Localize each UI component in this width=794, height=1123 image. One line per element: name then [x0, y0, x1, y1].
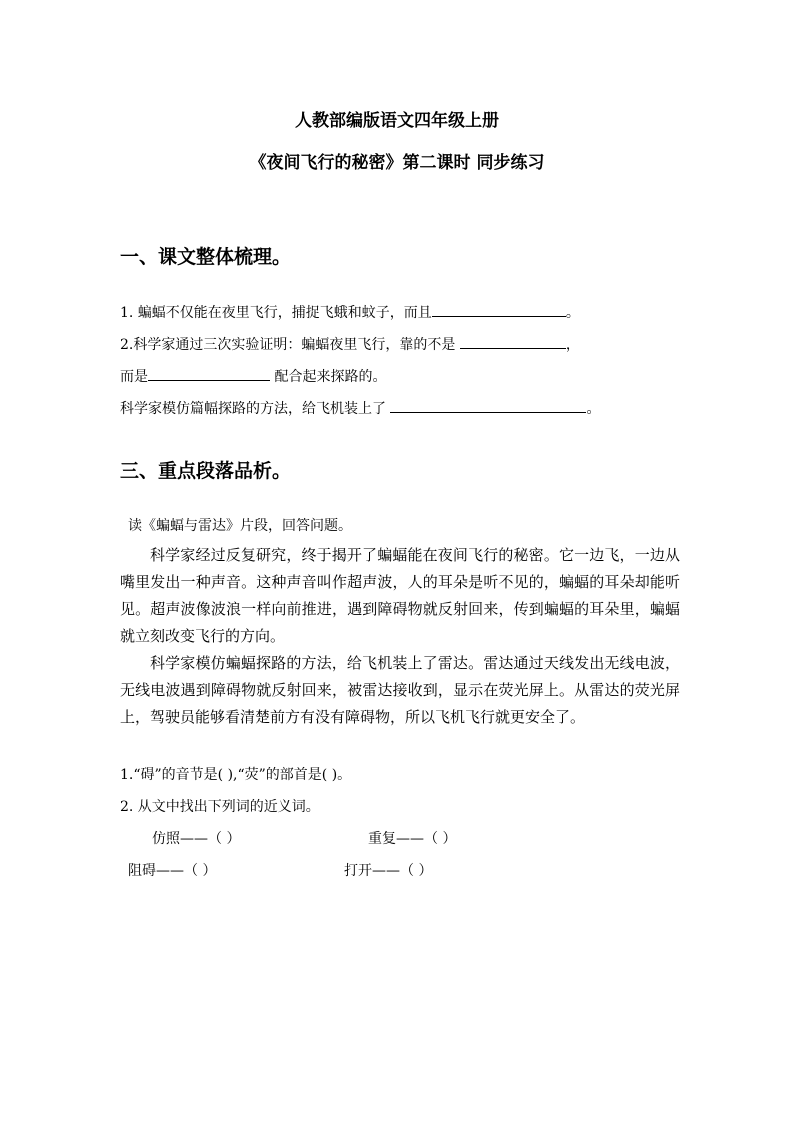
- question-1-2: [120, 334, 580, 355]
- answer-blank[interactable]: [390, 398, 586, 413]
- document-title: 人教部编版语文四年级上册: [295, 111, 499, 131]
- question-text: 科学家模仿篇幅探路的方法，给飞机装上了: [120, 401, 391, 417]
- reading-passage: [120, 542, 680, 731]
- answer-blank[interactable]: [460, 334, 566, 349]
- question-1-3: [120, 398, 600, 419]
- question-1-1: [120, 302, 580, 323]
- question-text: 2.科学家通过三次实验证明：蝙蝠夜里飞行，靠的不是: [120, 337, 460, 353]
- reading-question-2: 2. 从文中找出下列词的近义词。: [120, 799, 320, 815]
- question-1-2-continued: [120, 366, 386, 387]
- question-text: 1. 蝙蝠不仅能在夜里飞行，捕捉飞蛾和蚊子，而且: [120, 305, 432, 321]
- answer-blank[interactable]: [432, 302, 566, 317]
- question-end: ，: [565, 337, 580, 353]
- synonym-item: 重复——（ ）: [368, 831, 457, 847]
- question-end: 。: [565, 305, 580, 321]
- section-heading-1: 一、课文整体梳理。: [120, 246, 292, 268]
- answer-blank[interactable]: [148, 366, 270, 381]
- synonym-item: 阻碍——（ ）: [128, 863, 217, 879]
- question-end: 。: [586, 401, 601, 417]
- reading-question-1: 1.“碍”的音节是( ),“荧”的部首是( )。: [120, 767, 352, 783]
- question-end: 配合起来探路的。: [270, 369, 387, 385]
- passage-paragraph-1: 科学家经过反复研究，终于揭开了蝙蝠能在夜间飞行的秘密。它一边飞，一边从嘴里发出一种声音。这种声音叫作超声波，人的耳朵是听不见的，蝙蝠的耳朵却能听见。超声波像波浪一样向前推进，遇到障碍物就反射回来，传到蝙蝠的耳朵里，蝙蝠就立刻改变飞行的方向。: [120, 546, 680, 645]
- document-subtitle: 《夜间飞行的秘密》第二课时 同步练习: [249, 153, 545, 173]
- synonym-item: 打开——（ ）: [344, 863, 433, 879]
- passage-paragraph-2: 科学家模仿蝙蝠探路的方法，给飞机装上了雷达。雷达通过天线发出无线电波，无线电波遇到障碍物就反射回来，被雷达接收到，显示在荧光屏上。从雷达的荧光屏上，驾驶员能够看清楚前方有没有障碍物，所以飞机飞行就更安全了。: [120, 654, 680, 726]
- synonym-item: 仿照——（ ）: [152, 831, 241, 847]
- question-text: 而是: [120, 369, 148, 385]
- reading-instruction: 读《蝙蝠与雷达》片段，回答问题。: [128, 518, 352, 534]
- section-heading-3: 三、重点段落品析。: [120, 460, 292, 482]
